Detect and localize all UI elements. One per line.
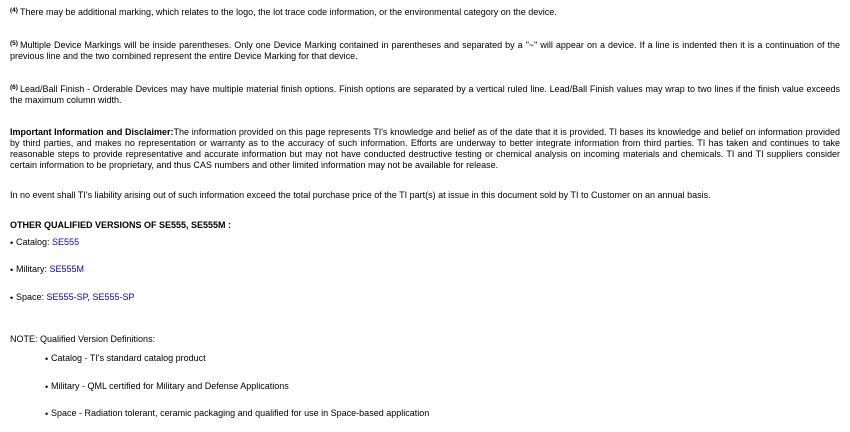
footnote-number: (4) [10, 7, 18, 14]
definition-space [45, 408, 850, 419]
link-se555-sp-1[interactable]: SE555-SP [46, 292, 88, 302]
disclaimer [10, 127, 840, 171]
footnote-5 [10, 40, 840, 62]
bullet-icon: • [45, 382, 49, 392]
link-se555m[interactable]: SE555M [49, 264, 85, 274]
bullet-icon: • [45, 409, 49, 419]
link-se555-sp-2[interactable]: SE555-SP [92, 292, 135, 302]
footnote-number: (6) [10, 84, 18, 91]
footnote-text: Multiple Device Markings will be inside parentheses. Only one Device Marking contained in parentheses and separated by a "~" will appear on a device. If a line is indented then it is a continuation of the previous line and the two combined represent the entire Device Marking for that device. [10, 40, 840, 61]
link-separator: , [87, 292, 90, 302]
definition-text: Space - Radiation tolerant, ceramic packaging and qualified for use in Space-based application [51, 408, 430, 418]
definitions-heading: NOTE: Qualified Version Definitions: [10, 334, 156, 344]
bullet-icon: • [45, 354, 49, 364]
bullet-icon: • [10, 265, 14, 275]
bullet-icon: • [10, 293, 14, 303]
version-catalog [10, 237, 840, 248]
definition-military [45, 381, 850, 392]
version-label: Space: [16, 292, 45, 302]
definition-text: Military - QML certified for Military and Defense Applications [51, 381, 289, 391]
definition-catalog [45, 353, 850, 364]
disclaimer-label: Important Information and Disclaimer: [10, 127, 174, 137]
link-se555[interactable]: SE555 [52, 237, 80, 247]
version-label: Military: [16, 264, 47, 274]
footnote-text: There may be additional marking, which relates to the logo, the lot trace code information, or the environmental category on the device. [19, 7, 557, 17]
bullet-icon: • [10, 238, 14, 248]
footnote-6 [10, 84, 840, 106]
versions-heading: OTHER QUALIFIED VERSIONS OF SE555, SE555M : [10, 220, 232, 230]
footnote-text: Lead/Ball Finish - Orderable Devices may have multiple material finish options. Finish options are separated by a vertical ruled line. Lead/Ball Finish values may wrap to two lines if the finish value exceeds the maximum column width. [10, 84, 840, 105]
version-label: Catalog: [16, 237, 50, 247]
footnote-4 [10, 7, 840, 18]
liability-statement: In no event shall TI's liability arising out of such information exceed the total purchase price of the TI part(s) at issue in this document sold by TI to Customer on an annual basis. [10, 190, 711, 200]
version-military [10, 264, 840, 275]
disclaimer-text: The information provided on this page represents TI's knowledge and belief as of the date that it is provided. TI bases its knowledge and belief on information provided by third parties, and makes no representation or warranty as to the accuracy of such information. Efforts are underway to better integrate information from third parties. TI has taken and continues to take reasonable steps to provide representative and accurate information but may not have conducted destructive testing or chemical analysis on incoming materials and chemicals. TI and TI suppliers consider certain information to be proprietary, and thus CAS numbers and other limited information may not be available for release. [10, 127, 840, 170]
version-space [10, 292, 840, 303]
footnote-number: (5) [10, 40, 18, 47]
definition-text: Catalog - TI's standard catalog product [51, 353, 206, 363]
